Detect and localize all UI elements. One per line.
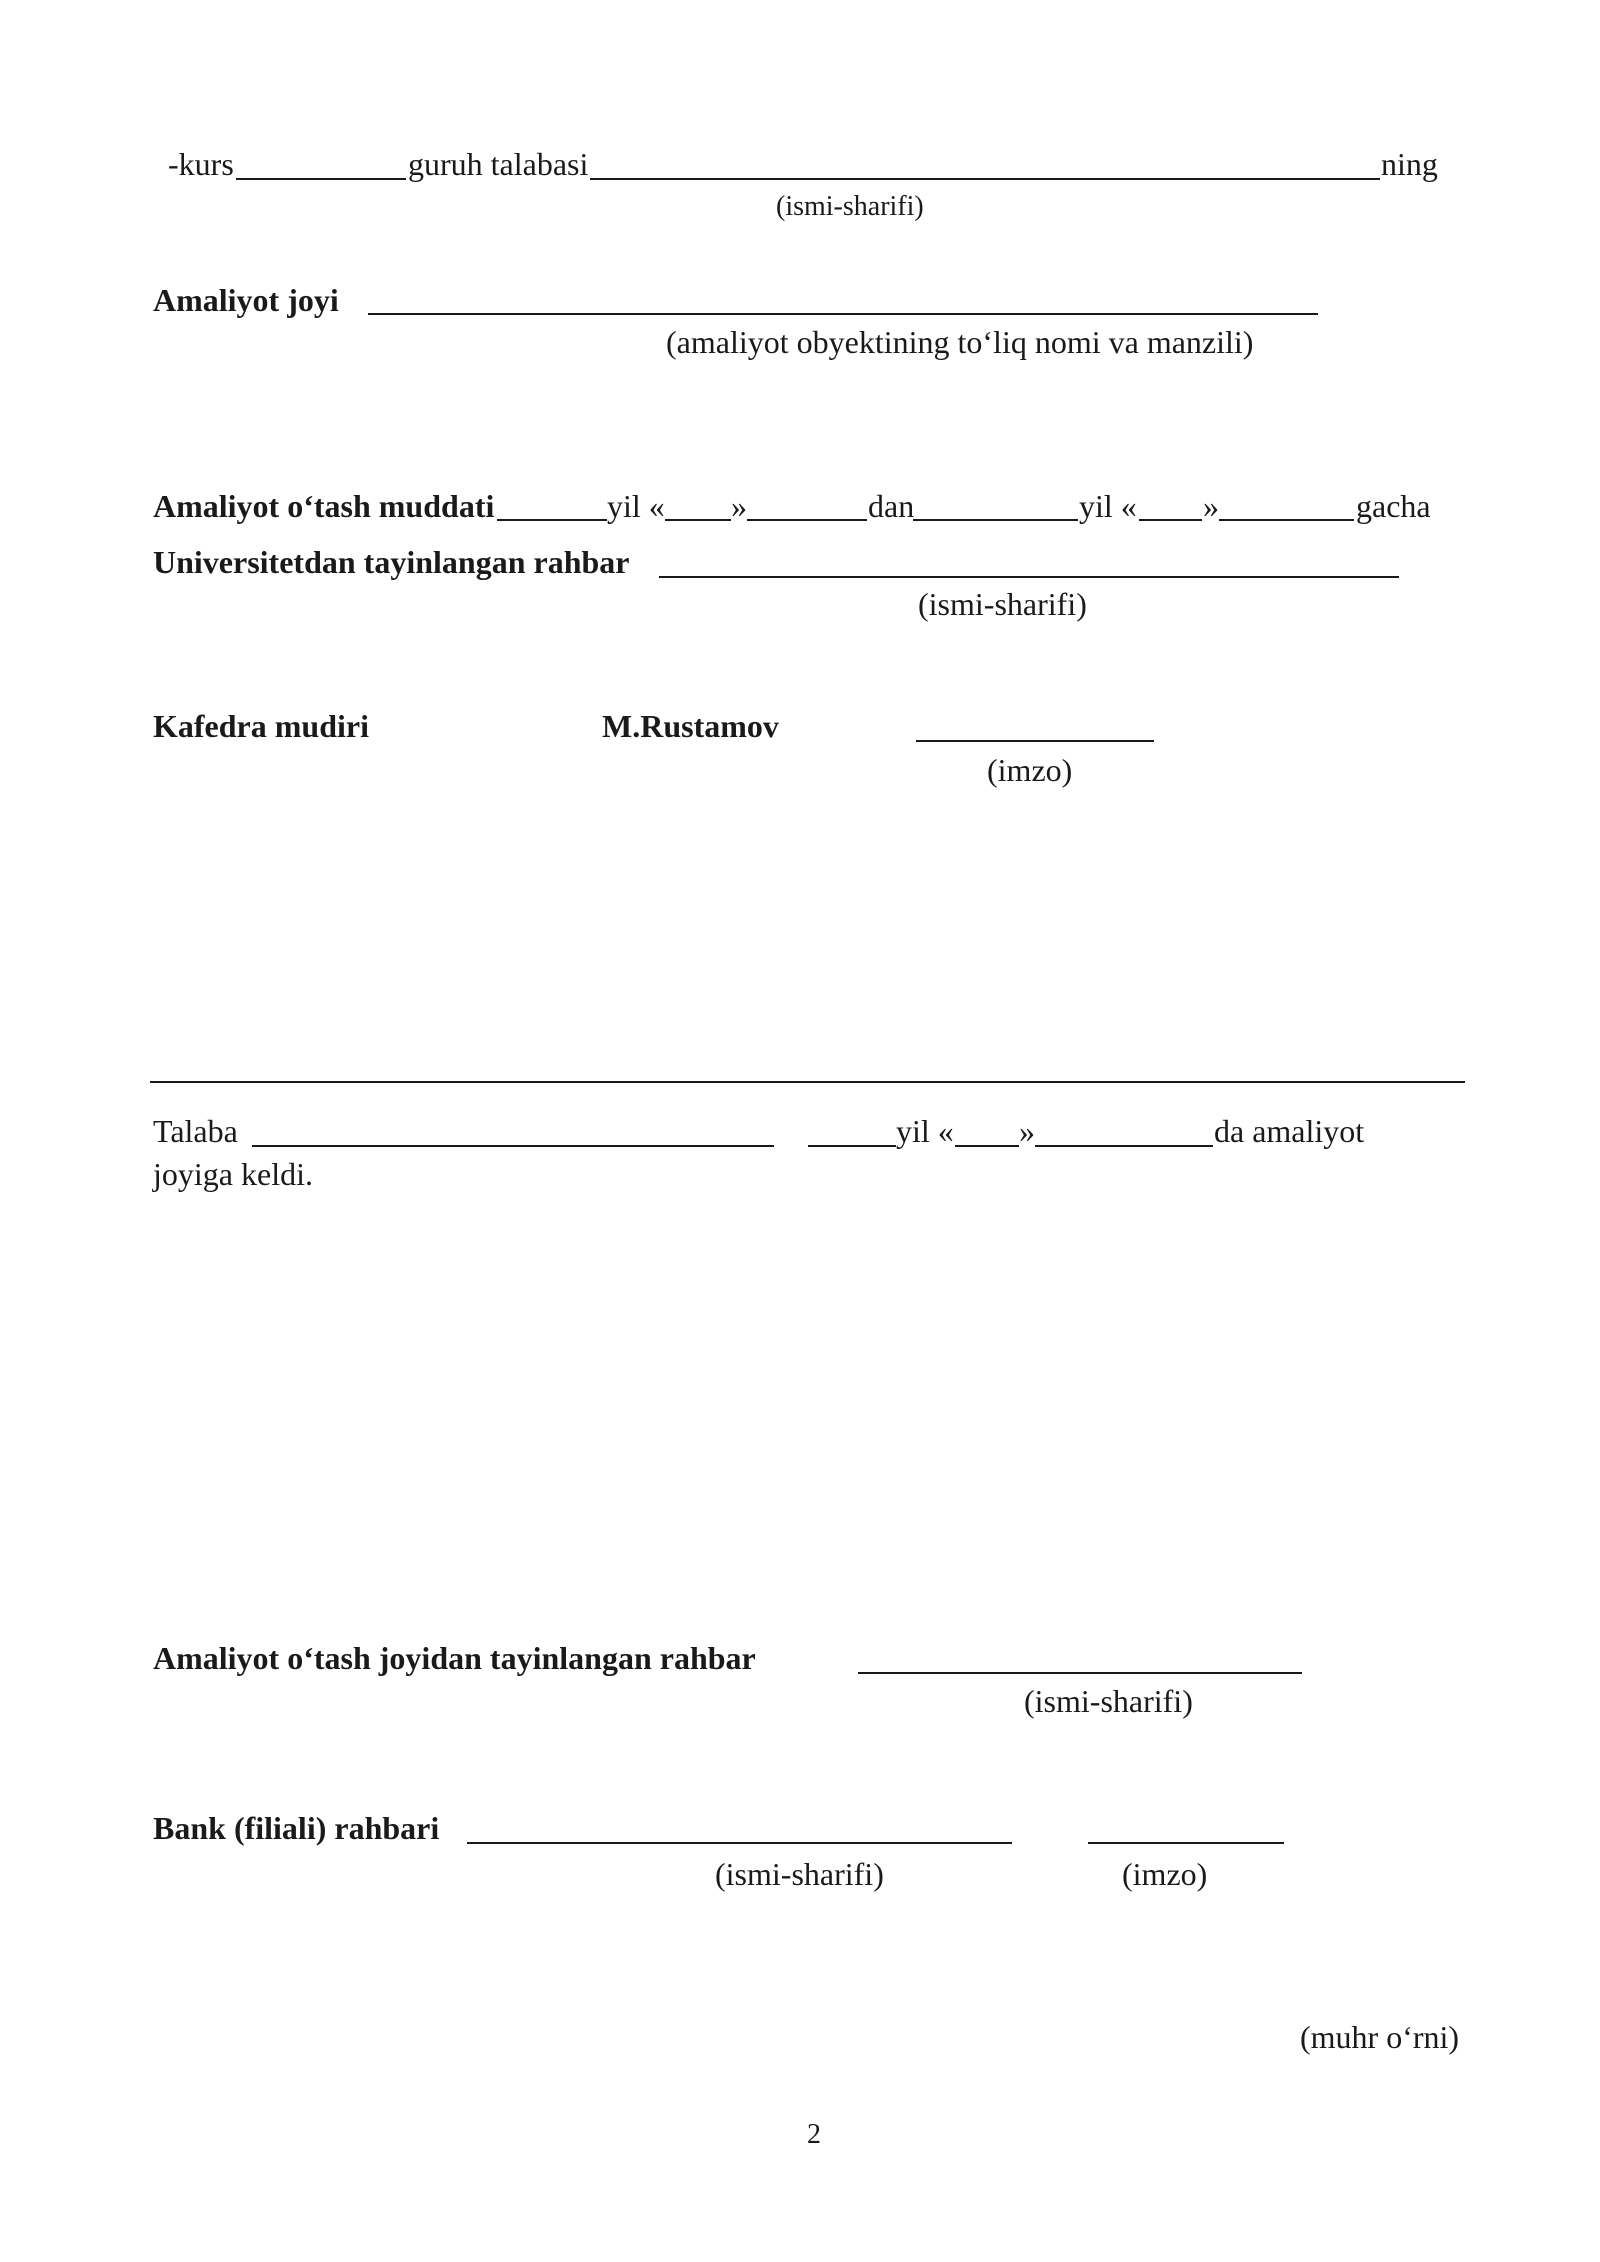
close-quote-2: » — [1203, 488, 1219, 524]
gacha-label: gacha — [1356, 488, 1431, 524]
muddati-year-from-blank[interactable] — [497, 519, 607, 521]
university-supervisor-label: Universitetdan tayinlangan rahbar — [153, 544, 630, 580]
talaba-label: Talaba — [153, 1113, 238, 1149]
muddati-day-to-blank[interactable] — [1139, 519, 1202, 521]
muddati-month-to-blank[interactable] — [1219, 519, 1354, 521]
amaliyot-joyi-blank[interactable] — [368, 313, 1318, 315]
seal-place-caption: (muhr o‘rni) — [1300, 2019, 1460, 2055]
muddati-year-to-blank[interactable] — [913, 519, 1078, 521]
ning-label: ning — [1381, 146, 1438, 182]
bank-head-label: Bank (filiali) rahbari — [153, 1810, 440, 1846]
talaba-name-blank[interactable] — [252, 1145, 774, 1147]
arrival-month-blank[interactable] — [1035, 1145, 1213, 1147]
imzo-caption-1: (imzo) — [987, 752, 1073, 788]
kafedra-mudiri-name: M.Rustamov — [602, 708, 779, 744]
arrival-year-blank[interactable] — [808, 1145, 896, 1147]
workplace-supervisor-label: Amaliyot o‘tash joyidan tayinlangan rahbar — [153, 1640, 756, 1676]
amaliyot-joyi-label: Amaliyot joyi — [153, 282, 339, 318]
joyiga-keldi-label: joyiga keldi. — [153, 1156, 313, 1192]
guruh-label: guruh talabasi — [408, 146, 589, 182]
arrival-day-blank[interactable] — [955, 1145, 1019, 1147]
dan-label: dan — [868, 488, 915, 524]
section-divider — [150, 1081, 1465, 1083]
bank-head-name-blank[interactable] — [467, 1842, 1012, 1844]
university-supervisor-blank[interactable] — [659, 576, 1399, 578]
workplace-supervisor-blank[interactable] — [858, 1672, 1302, 1674]
kafedra-mudiri-label: Kafedra mudiri — [153, 708, 369, 744]
muddati-label: Amaliyot o‘tash muddati — [153, 488, 495, 524]
ismi-sharifi-caption-4: (ismi-sharifi) — [715, 1856, 884, 1892]
muddati-day-from-blank[interactable] — [665, 519, 731, 521]
ismi-sharifi-caption-2: (ismi-sharifi) — [918, 586, 1087, 622]
bank-head-signature-blank[interactable] — [1088, 1842, 1284, 1844]
kurs-label: -kurs — [168, 146, 234, 182]
amaliyot-joyi-caption: (amaliyot obyektining to‘liq nomi va manzili) — [666, 324, 1254, 360]
imzo-caption-2: (imzo) — [1122, 1856, 1208, 1892]
kurs-blank[interactable] — [236, 178, 406, 180]
yil-label-3: yil « — [896, 1113, 954, 1149]
yil-label-1: yil « — [607, 488, 665, 524]
page-number: 2 — [807, 2119, 821, 2150]
student-name-blank[interactable] — [590, 178, 1380, 180]
muddati-month-from-blank[interactable] — [747, 519, 867, 521]
kafedra-mudiri-signature-blank[interactable] — [916, 740, 1154, 742]
close-quote-1: » — [731, 488, 747, 524]
close-quote-3: » — [1019, 1113, 1035, 1149]
ismi-sharifi-caption-1: (ismi-sharifi) — [776, 191, 924, 222]
ismi-sharifi-caption-3: (ismi-sharifi) — [1024, 1683, 1193, 1719]
yil-label-2: yil « — [1079, 488, 1137, 524]
da-amaliyot-label: da amaliyot — [1214, 1113, 1365, 1149]
